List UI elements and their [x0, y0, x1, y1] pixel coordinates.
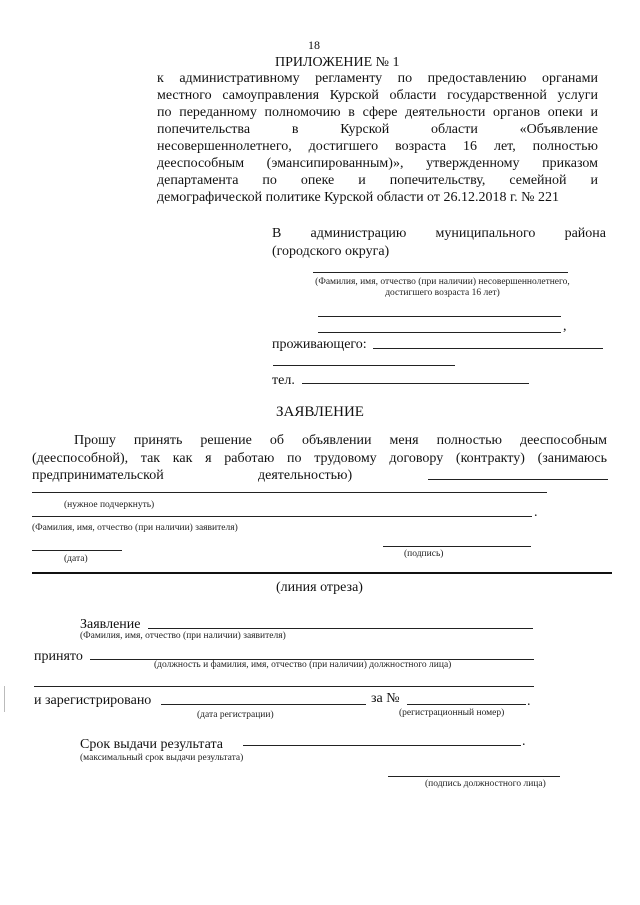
- receipt-applicant-caption: (Фамилия, имя, отчество (при наличии) заявителя): [80, 631, 286, 641]
- appendix-line: департамента по опеке и попечительству, семейной и: [157, 173, 598, 188]
- appendix-line: дееспособным (эмансипированным)», утвержденному приказом: [157, 156, 598, 171]
- minor-fio-caption-line: (Фамилия, имя, отчество (при наличии) несовершеннолетнего,: [315, 277, 570, 287]
- residing-label: проживающего:: [272, 337, 367, 352]
- scan-edge-mark: [4, 686, 5, 712]
- statement-body-word: предпринимательской: [32, 468, 164, 483]
- phone-label: тел.: [272, 373, 295, 388]
- applicant-fio-caption: (Фамилия, имя, отчество (при наличии) заявителя): [32, 523, 238, 533]
- receipt-applicant-field[interactable]: [148, 628, 533, 629]
- registration-number-caption: (регистрационный номер): [399, 708, 505, 718]
- registration-date-field[interactable]: [161, 704, 366, 705]
- appendix-title: ПРИЛОЖЕНИЕ № 1: [275, 55, 400, 70]
- registered-label: и зарегистрировано: [34, 693, 152, 708]
- date-field[interactable]: [32, 550, 122, 551]
- appendix-line: к административному регламенту по предоставлению органами: [157, 71, 598, 86]
- deadline-label: Срок выдачи результата: [80, 737, 223, 752]
- official-caption: (должность и фамилия, имя, отчество (при наличии) должностного лица): [154, 660, 452, 670]
- statement-title: ЗАЯВЛЕНИЕ: [276, 404, 364, 420]
- applicant-fio-field[interactable]: [32, 516, 532, 517]
- appendix-text: [157, 70, 598, 206]
- dot: .: [527, 694, 531, 709]
- registration-number-field[interactable]: [407, 704, 526, 705]
- appendix-line: несовершеннолетнего, достигшего возраста 16 лет, полностью: [157, 139, 598, 154]
- addressee-line-2: (городского округа): [272, 244, 390, 259]
- underline-choice-field[interactable]: [32, 492, 547, 493]
- number-label: за №: [371, 691, 400, 706]
- employment-field[interactable]: [428, 479, 608, 480]
- accepted-label: принято: [34, 649, 83, 664]
- statement-body-line: (дееспособной), так как я работаю по трудовому договору (контракту) (занимаюсь: [32, 451, 607, 466]
- deadline-caption: (максимальный срок выдачи результата): [80, 753, 244, 763]
- minor-fio-field-3[interactable]: [318, 332, 561, 333]
- dot: .: [534, 505, 538, 520]
- minor-fio-field[interactable]: [313, 272, 568, 273]
- page-number: 18: [308, 38, 320, 52]
- residing-field-2[interactable]: [273, 365, 455, 366]
- underline-caption: (нужное подчеркнуть): [64, 500, 155, 510]
- minor-fio-field-2[interactable]: [318, 316, 561, 317]
- statement-body-line: Прошу принять решение об объявлении меня полностью дееспособным: [74, 433, 607, 448]
- receipt-statement-label: Заявление: [80, 617, 141, 632]
- signature-field[interactable]: [383, 546, 531, 547]
- official-signature-caption: (подпись должностного лица): [425, 779, 546, 789]
- date-caption: (дата): [64, 554, 88, 564]
- minor-fio-caption-line: достигшего возраста 16 лет): [385, 288, 500, 298]
- cut-line: [32, 572, 612, 574]
- phone-field[interactable]: [302, 383, 529, 384]
- official-signature-field[interactable]: [388, 776, 560, 777]
- appendix-line: попечительства в Курской области «Объявление: [157, 122, 598, 137]
- appendix-line: демографической политике Курской области от 26.12.2018 г. № 221: [157, 190, 560, 205]
- statement-body-word: деятельностью): [258, 468, 353, 483]
- signature-caption: (подпись): [404, 549, 444, 559]
- comma: ,: [563, 319, 567, 334]
- minor-fio-caption: [270, 277, 615, 299]
- deadline-field[interactable]: [243, 745, 521, 746]
- appendix-line: по переданному полномочию в сфере деятельности органов опеки и: [157, 105, 598, 120]
- dot: .: [522, 734, 526, 749]
- official-field-2[interactable]: [34, 686, 534, 687]
- registration-date-caption: (дата регистрации): [197, 710, 274, 720]
- residing-field[interactable]: [373, 348, 603, 349]
- appendix-line: местного самоуправления Курской области государственной услуги: [157, 88, 598, 103]
- addressee-line-1: В администрацию муниципального района: [272, 226, 606, 241]
- cut-line-label: (линия отреза): [276, 580, 363, 595]
